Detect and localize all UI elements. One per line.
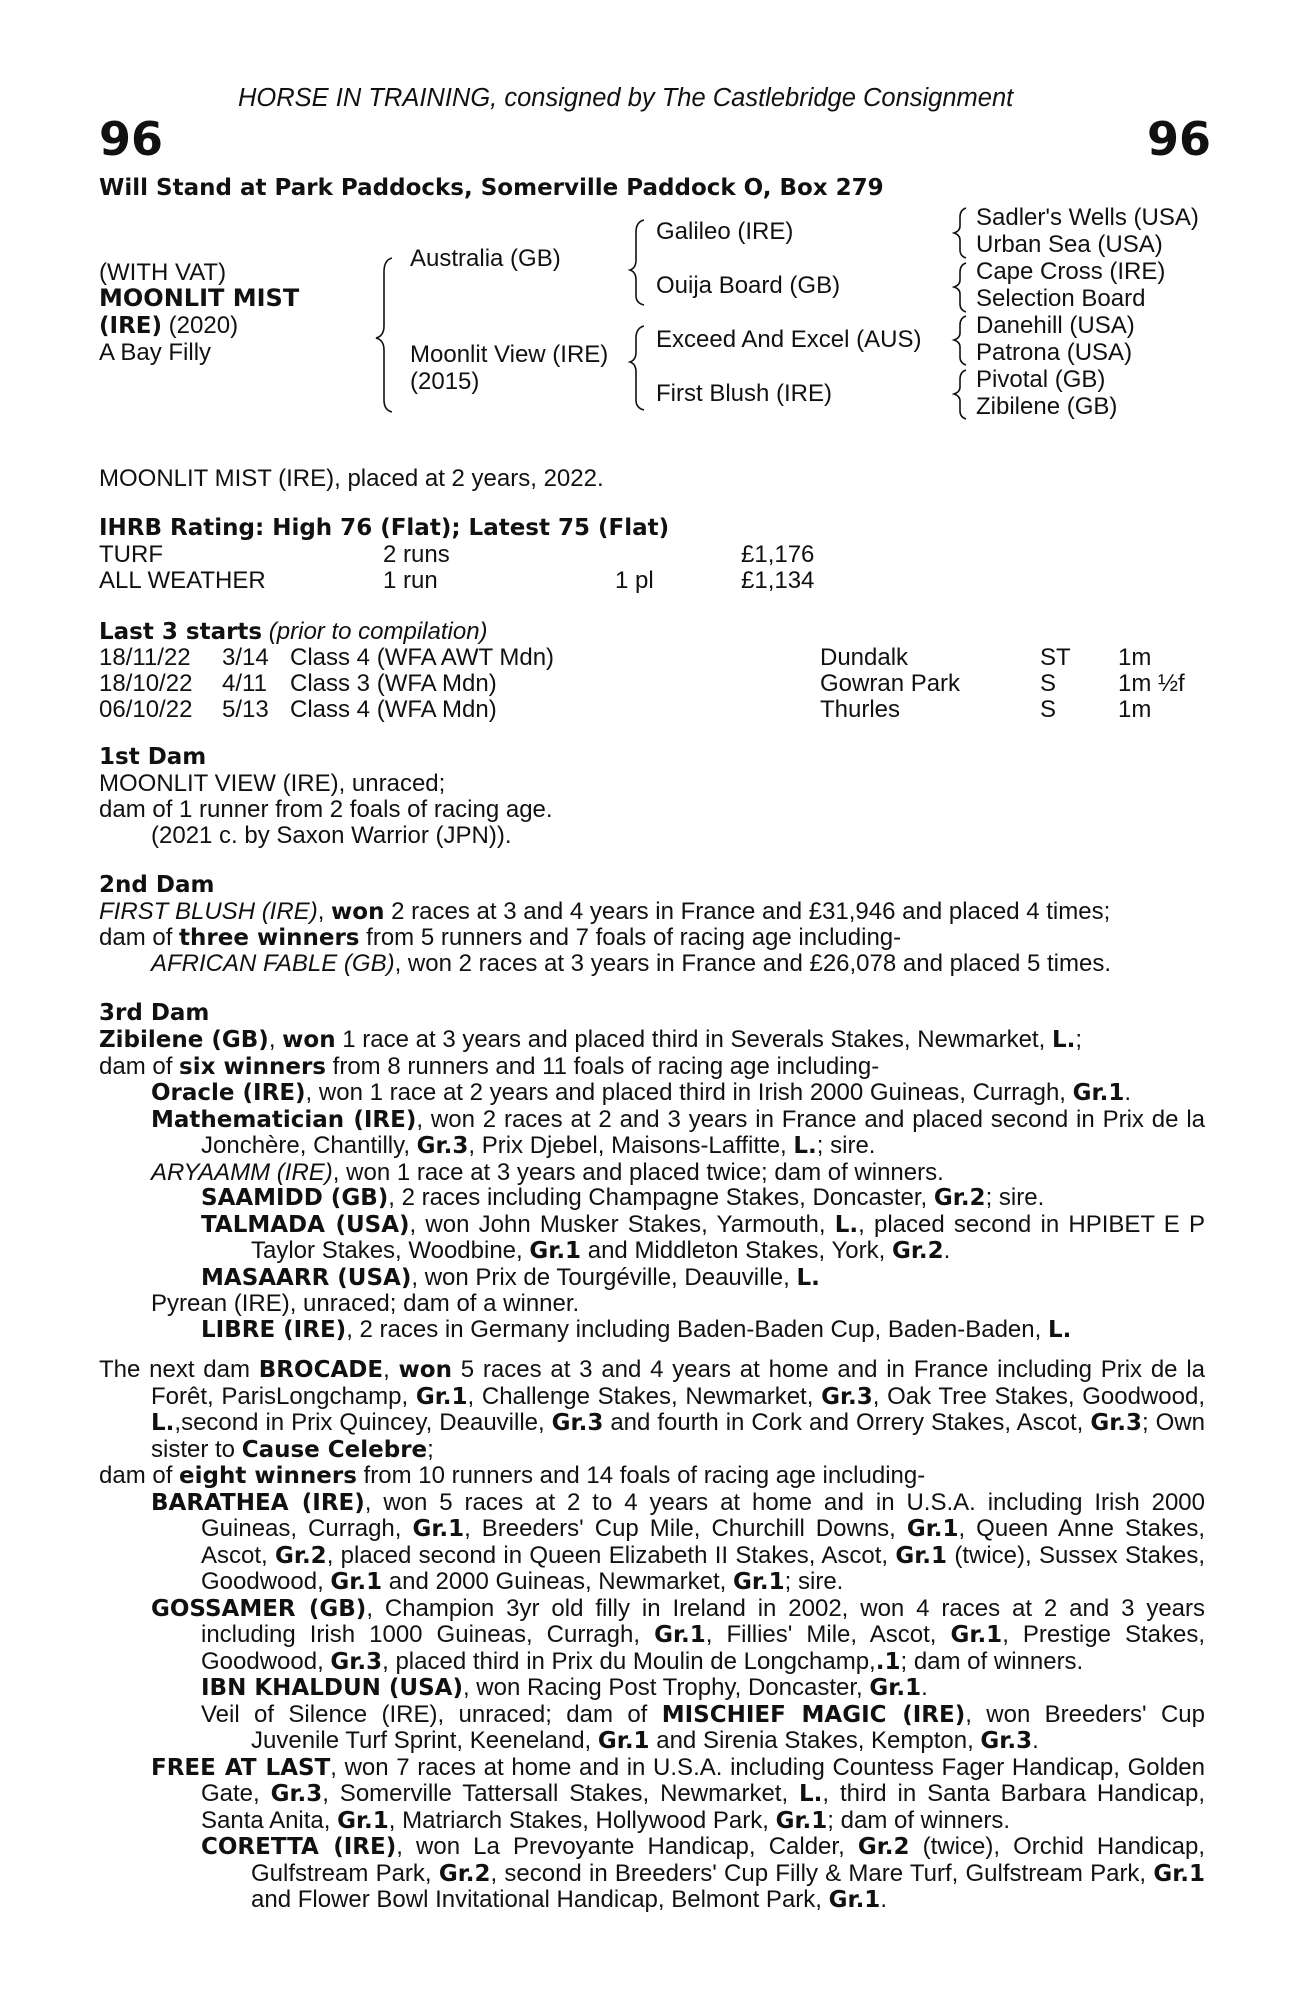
rating-runs: 2 runs	[383, 541, 450, 568]
next-dam-paragraph: The next dam BROCADE, won 5 races at 3 and 4 years at home and in France including Prix de la Forêt, ParisLongchamp, Gr.1, Challenge Stakes, Newmarket, Gr.3, Oak Tree Stakes, Goodwood, L.,second in Prix Quincey, Deauville, Gr.3 and fourth in Cork and Orrery Stakes, Ascot, Gr.3; Own sister to Cause Celebre;	[99, 1356, 1206, 1463]
start-race: Class 4 (WFA Mdn)	[290, 696, 497, 723]
start-race: Class 3 (WFA Mdn)	[290, 670, 497, 697]
horse-country: (IRE)	[99, 313, 163, 339]
first-dam-line: MOONLIT VIEW (IRE), unraced;	[99, 770, 446, 797]
rating-earnings: £1,176	[741, 541, 815, 568]
start-date: 06/10/22	[99, 696, 193, 723]
pedigree-g3-7: Pivotal (GB)	[976, 366, 1106, 393]
pedigree-sire-sire: Galileo (IRE)	[656, 218, 794, 245]
next-dam-line: dam of eight winners from 10 runners and 14 foals of racing age including-	[99, 1462, 926, 1489]
start-course: Dundalk	[820, 644, 909, 671]
horse-name: MOONLIT MIST	[99, 284, 300, 312]
produce-entry: IBN KHALDUN (USA), won Racing Post Trophy, Doncaster, Gr.1.	[201, 1674, 928, 1701]
last-starts-heading	[99, 619, 488, 646]
rating-placed: 1 pl	[615, 567, 654, 594]
stand-location: Will Stand at Park Paddocks, Somerville Paddock O, Box 279	[99, 175, 884, 201]
start-going: S	[1040, 670, 1057, 697]
pedigree-sire: Australia (GB)	[410, 245, 561, 272]
third-dam-heading: 3rd Dam	[99, 1000, 210, 1026]
last-starts-note: (prior to compilation)	[262, 618, 488, 645]
rating-earnings: £1,134	[741, 567, 815, 594]
produce-entry: SAAMIDD (GB), 2 races including Champagne Stakes, Doncaster, Gr.2; sire.	[201, 1184, 1045, 1211]
pedigree-g3-2: Urban Sea (USA)	[976, 231, 1163, 258]
produce-entry: GOSSAMER (GB), Champion 3yr old filly in Ireland in 2002, won 4 races at 2 and 3 years including Irish 1000 Guineas, Curragh, Gr.1, Fillies' Mile, Ascot, Gr.1, Prestige Stakes, Goodwood, Gr.3, placed third in Prix du Moulin de Longchamp,.1; dam of winners.	[151, 1594, 1206, 1675]
second-dam-line: FIRST BLUSH (IRE), won 2 races at 3 and 4 years in France and £31,946 and placed 4 times;	[99, 898, 1111, 925]
vat-status: (WITH VAT)	[99, 259, 227, 286]
produce-name: AFRICAN FABLE (GB)	[151, 950, 395, 977]
rating-surface: ALL WEATHER	[99, 567, 266, 594]
first-dam-heading: 1st Dam	[99, 744, 207, 770]
third-dam-line: Zibilene (GB), won 1 race at 3 years and placed third in Severals Stakes, Newmarket, L.;	[99, 1026, 1083, 1053]
produce-entry: ARYAAMM (IRE), won 1 race at 3 years and placed twice; dam of winners.	[151, 1158, 944, 1186]
last-starts-title: Last 3 starts	[99, 619, 263, 645]
pedigree-g3-6: Patrona (USA)	[976, 339, 1133, 366]
start-date: 18/10/22	[99, 670, 193, 697]
pedigree-dam-dam: First Blush (IRE)	[656, 380, 833, 407]
produce-entry: TALMADA (USA), won John Musker Stakes, Yarmouth, L., placed second in HPIBET E P Taylor Stakes, Woodbine, Gr.1 and Middleton Stakes, York, Gr.2.	[201, 1210, 1206, 1264]
race-summary: MOONLIT MIST (IRE), placed at 2 years, 2022.	[99, 465, 604, 492]
lot-number-left: 96	[99, 112, 164, 166]
start-distance: 1m ½f	[1118, 670, 1185, 697]
start-position: 4/11	[222, 670, 267, 697]
horse-year: (2020)	[162, 312, 239, 339]
rating-runs: 1 run	[383, 567, 438, 594]
rating-surface: TURF	[99, 541, 163, 568]
start-course: Gowran Park	[820, 670, 961, 697]
pedigree-g3-1: Sadler's Wells (USA)	[976, 204, 1199, 231]
first-dam-line: dam of 1 runner from 2 foals of racing age.	[99, 796, 553, 823]
produce-entry: CORETTA (IRE), won La Prevoyante Handicap, Calder, Gr.2 (twice), Orchid Handicap, Gulfstream Park, Gr.2, second in Breeders' Cup Filly & Mare Turf, Gulfstream Park, Gr.1 and Flower Bowl Invitational Handicap, Belmont Park, Gr.1.	[201, 1833, 1206, 1913]
produce-entry: Mathematician (IRE), won 2 races at 2 and 3 years in France and placed second in Prix de la Jonchère, Chantilly, Gr.3, Prix Djebel, Maisons-Laffitte, L.; sire.	[151, 1105, 1205, 1159]
start-course: Thurles	[820, 696, 901, 723]
second-dam-heading: 2nd Dam	[99, 872, 215, 898]
produce-entry: Pyrean (IRE), unraced; dam of a winner.	[151, 1290, 580, 1317]
ihrb-rating: IHRB Rating: High 76 (Flat); Latest 75 (Flat)	[99, 515, 670, 541]
start-going: S	[1040, 696, 1057, 723]
start-distance: 1m	[1118, 644, 1152, 671]
start-position: 3/14	[222, 644, 269, 671]
pedigree-g3-8: Zibilene (GB)	[976, 393, 1118, 420]
pedigree-g3-4: Selection Board	[976, 285, 1146, 312]
consignment-header: HORSE IN TRAINING, consigned by The Castlebridge Consignment	[238, 84, 1014, 112]
second-dam-produce: AFRICAN FABLE (GB), won 2 races at 3 years in France and £26,078 and placed 5 times.	[151, 950, 1112, 977]
dam-name: FIRST BLUSH (IRE)	[99, 898, 318, 925]
produce-entry: Oracle (IRE), won 1 race at 2 years and placed third in Irish 2000 Guineas, Curragh, Gr.1.	[151, 1079, 1132, 1106]
produce-entry: Veil of Silence (IRE), unraced; dam of MISCHIEF MAGIC (IRE), won Breeders' Cup Juvenile Turf Sprint, Keeneland, Gr.1 and Sirenia Stakes, Kempton, Gr.3.	[201, 1700, 1205, 1754]
pedigree-g3-3: Cape Cross (IRE)	[976, 258, 1166, 285]
produce-entry: FREE AT LAST, won 7 races at home and in U.S.A. including Countess Fager Handicap, Golden Gate, Gr.3, Somerville Tattersall Stakes, Newmarket, L., third in Santa Barbara Handicap, Santa Anita, Gr.1, Matriarch Stakes, Hollywood Park, Gr.1; dam of winners.	[151, 1753, 1205, 1834]
lot-number-right: 96	[1147, 112, 1212, 166]
start-date: 18/11/22	[99, 644, 191, 671]
pedigree-dam-sire: Exceed And Excel (AUS)	[656, 326, 922, 353]
horse-description: A Bay Filly	[99, 339, 212, 366]
third-dam-line: dam of six winners from 8 runners and 11 foals of racing age including-	[99, 1052, 880, 1080]
start-position: 5/13	[222, 696, 269, 723]
start-going: ST	[1040, 644, 1071, 671]
produce-entry: BARATHEA (IRE), won 5 races at 2 to 4 years at home and in U.S.A. including Irish 2000 Guineas, Curragh, Gr.1, Breeders' Cup Mile, Churchill Downs, Gr.1, Queen Anne Stakes, Ascot, Gr.2, placed second in Queen Elizabeth II Stakes, Ascot, Gr.1 (twice), Sussex Stakes, Goodwood, Gr.1 and 2000 Guineas, Newmarket, Gr.1; sire.	[151, 1488, 1206, 1595]
next-dam-body	[99, 1357, 1205, 1914]
produce-entry: MASAARR (USA), won Prix de Tourgéville, Deauville, L.	[201, 1263, 820, 1291]
pedigree-dam: Moonlit View (IRE)	[410, 341, 609, 368]
produce-entry: LIBRE (IRE), 2 races in Germany including Baden-Baden Cup, Baden-Baden, L.	[201, 1315, 1072, 1343]
pedigree-g3-5: Danehill (USA)	[976, 312, 1135, 339]
start-race: Class 4 (WFA AWT Mdn)	[290, 644, 555, 671]
second-dam-line: dam of three winners from 5 runners and 7 foals of racing age including-	[99, 924, 902, 951]
pedigree-dam-year: (2015)	[410, 368, 480, 395]
third-dam-body	[99, 1027, 1205, 1343]
pedigree-sire-dam: Ouija Board (GB)	[656, 272, 841, 299]
first-dam-foal: (2021 c. by Saxon Warrior (JPN)).	[151, 822, 512, 849]
start-distance: 1m	[1118, 696, 1152, 723]
